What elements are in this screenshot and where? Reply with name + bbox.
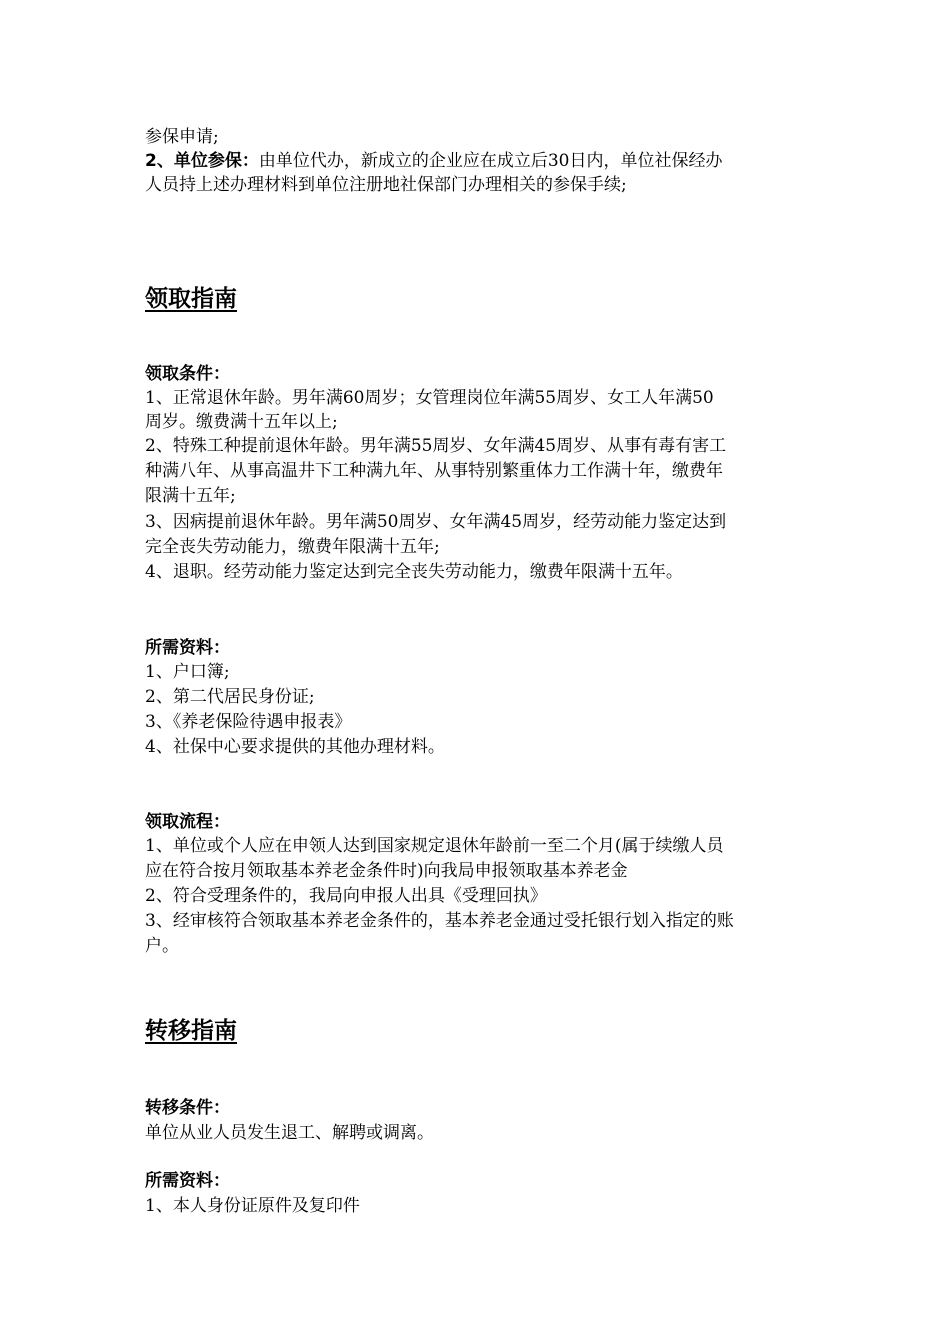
collect-process-title: 领取流程：	[145, 812, 230, 832]
collect-condition-line: 完全丧失劳动能力，缴费年限满十五年;	[145, 537, 440, 557]
collect-condition-line: 1、正常退休年龄。男年满60周岁；女管理岗位年满55周岁、女工人年满50	[145, 388, 714, 408]
collect-condition-line: 3、因病提前退休年龄。男年满50周岁、女年满45周岁，经劳动能力鉴定达到	[145, 512, 727, 532]
collect-material-line: 4、社保中心要求提供的其他办理材料。	[145, 737, 445, 757]
transfer-condition-line: 单位从业人员发生退工、解聘或调离。	[145, 1123, 434, 1143]
collect-process-line: 2、符合受理条件的，我局向申报人出具《受理回执》	[145, 886, 547, 906]
transfer-conditions-title: 转移条件：	[145, 1098, 230, 1118]
document-page	[145, 0, 813, 1344]
collect-materials-title: 所需资料：	[145, 638, 230, 658]
collect-condition-line: 种满八年、从事高温井下工种满九年、从事特别繁重体力工作满十年，缴费年	[145, 461, 723, 481]
collect-condition-line: 周岁。缴费满十五年以上;	[145, 412, 338, 432]
collect-heading: 领取指南	[145, 286, 237, 312]
collect-material-line: 3、《养老保险待遇申报表》	[145, 712, 352, 732]
collect-condition-line: 4、退职。经劳动能力鉴定达到完全丧失劳动能力，缴费年限满十五年。	[145, 562, 683, 582]
intro-item-2-text: 由单位代办，新成立的企业应在成立后30日内，单位社保经办	[258, 151, 723, 171]
intro-item-2-label: 2、单位参保：	[145, 151, 259, 171]
collect-material-line: 2、第二代居民身份证;	[145, 687, 315, 707]
transfer-heading: 转移指南	[145, 1018, 237, 1044]
collect-process-line: 3、经审核符合领取基本养老金条件的，基本养老金通过受托银行划入指定的账	[145, 911, 734, 931]
collect-process-line: 户。	[145, 936, 179, 956]
collect-material-line: 1、户口簿;	[145, 662, 230, 682]
collect-conditions-title: 领取条件：	[145, 364, 230, 384]
transfer-material-line: 1、本人身份证原件及复印件	[145, 1196, 360, 1216]
collect-condition-line: 2、特殊工种提前退休年龄。男年满55周岁、女年满45周岁、从事有毒有害工	[145, 436, 727, 456]
collect-condition-line: 限满十五年;	[145, 486, 236, 506]
collect-process-line: 应在符合按月领取基本养老金条件时)向我局申报领取基本养老金	[145, 861, 628, 881]
intro-line: 参保申请;	[145, 127, 219, 147]
transfer-materials-title: 所需资料：	[145, 1171, 230, 1191]
intro-item-2-cont: 人员持上述办理材料到单位注册地社保部门办理相关的参保手续;	[145, 175, 627, 195]
collect-process-line: 1、单位或个人应在申领人达到国家规定退休年龄前一至二个月(属于续缴人员	[145, 836, 724, 856]
intro-item-2	[145, 149, 722, 173]
